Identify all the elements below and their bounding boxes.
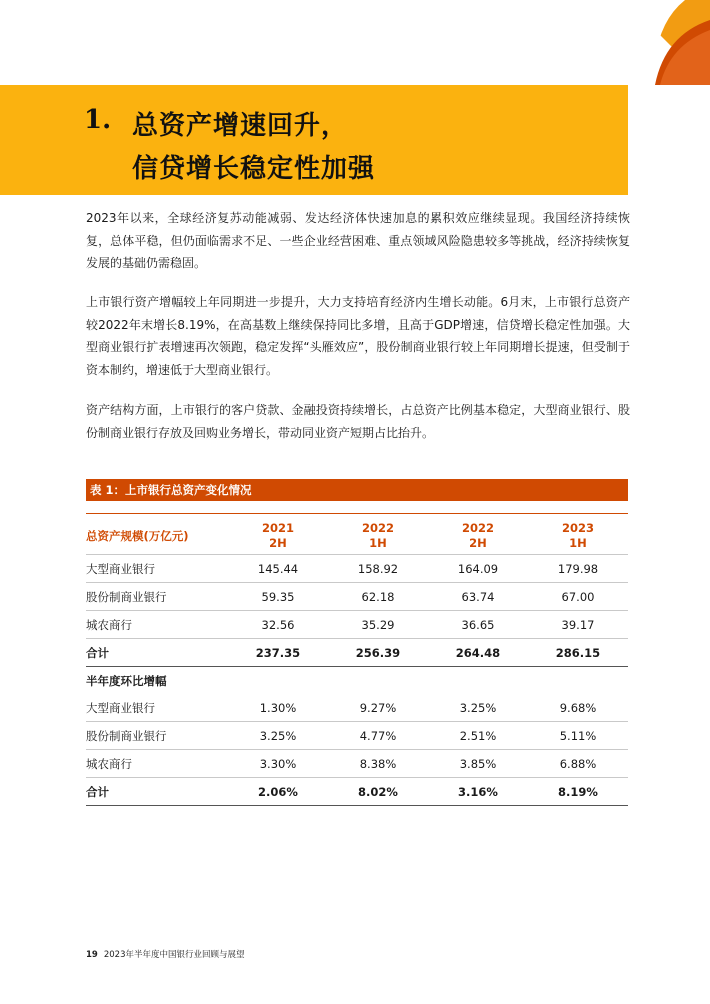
- column-header: 2021 2H: [228, 518, 328, 555]
- table-cell: 2.51%: [428, 722, 528, 750]
- table-cell: 35.29: [328, 611, 428, 639]
- table-cell: 8.19%: [528, 778, 628, 806]
- table-title: 表 1：上市银行总资产变化情况: [86, 479, 628, 501]
- assets-table: [86, 518, 628, 806]
- table-cell: 67.00: [528, 583, 628, 611]
- table-cell: 179.98: [528, 555, 628, 583]
- table-cell: 59.35: [228, 583, 328, 611]
- table-cell: 3.85%: [428, 750, 528, 778]
- table-row: [86, 583, 628, 611]
- section-number: 1.: [84, 105, 112, 135]
- table-cell: 4.77%: [328, 722, 428, 750]
- table-cell: 164.09: [428, 555, 528, 583]
- table-cell: 8.02%: [328, 778, 428, 806]
- table-row: [86, 555, 628, 583]
- section-title-line2: 信贷增长稳定性加强: [132, 154, 376, 184]
- table-cell: 3.25%: [228, 722, 328, 750]
- table-header-row: [86, 518, 628, 555]
- table-cell: 39.17: [528, 611, 628, 639]
- table-cell: 62.18: [328, 583, 428, 611]
- section-title-line1: 总资产增速回升，: [132, 111, 349, 141]
- table-cell: 36.65: [428, 611, 528, 639]
- column-header: 2023 1H: [528, 518, 628, 555]
- row-label: 合计: [86, 639, 228, 667]
- row-label: 合计: [86, 778, 228, 806]
- row-label: 大型商业银行: [86, 555, 228, 583]
- table-cell: 1.30%: [228, 694, 328, 722]
- row-label: 城农商行: [86, 611, 228, 639]
- paragraph: 资产结构方面，上市银行的客户贷款、金融投资持续增长，占总资产比例基本稳定，大型商业银行、股份制商业银行存放及回购业务增长，带动同业资产短期占比抬升。: [86, 403, 630, 440]
- table-cell: 5.11%: [528, 722, 628, 750]
- row-label: 股份制商业银行: [86, 722, 228, 750]
- table-cell: 3.16%: [428, 778, 528, 806]
- table-total-row: [86, 639, 628, 667]
- table-row: [86, 611, 628, 639]
- section-banner: [0, 85, 628, 195]
- table-cell: 9.27%: [328, 694, 428, 722]
- table-divider: [86, 513, 628, 514]
- table-cell: 9.68%: [528, 694, 628, 722]
- table-cell: 3.30%: [228, 750, 328, 778]
- row-label: 大型商业银行: [86, 694, 228, 722]
- table-cell: 32.56: [228, 611, 328, 639]
- table-cell: 286.15: [528, 639, 628, 667]
- column-header: 2022 1H: [328, 518, 428, 555]
- row-label: 股份制商业银行: [86, 583, 228, 611]
- table-row: [86, 694, 628, 722]
- table-cell: 264.48: [428, 639, 528, 667]
- footer-text: 2023年半年度中国银行业回顾与展望: [103, 950, 245, 960]
- table-row: [86, 750, 628, 778]
- table-cell: 145.44: [228, 555, 328, 583]
- page-number: 19: [86, 950, 98, 960]
- table-cell: 3.25%: [428, 694, 528, 722]
- table-row: [86, 722, 628, 750]
- table-cell: 237.35: [228, 639, 328, 667]
- corner-decoration: [625, 0, 710, 85]
- table-section-row: [86, 667, 628, 695]
- paragraph: 2023年以来，全球经济复苏动能减弱、发达经济体快速加息的累积效应继续显现。我国经济持续恢复，总体平稳，但仍面临需求不足、一些企业经营困难、重点领域风险隐患较多等挑战，经济持续恢复发展的基础仍需稳固。: [86, 211, 630, 270]
- paragraph: 上市银行资产增幅较上年同期进一步提升，大力支持培育经济内生增长动能。6月末，上市银行总资产较2022年末增长8.19%，在高基数上继续保持同比多增，且高于GDP增速，信贷增长稳定性加强。大型商业银行扩表增速再次领跑，稳定发挥“头雁效应”，股份制商业银行较上年同期增长提速，但受制于资本制约，增速低于大型商业银行。: [86, 295, 630, 377]
- table-cell: 158.92: [328, 555, 428, 583]
- section-label: 半年度环比增幅: [86, 673, 167, 688]
- column-header: 2022 2H: [428, 518, 528, 555]
- page-footer: [86, 948, 244, 960]
- table-cell: 8.38%: [328, 750, 428, 778]
- table-total-row: [86, 778, 628, 806]
- table-cell: 63.74: [428, 583, 528, 611]
- table-cell: 256.39: [328, 639, 428, 667]
- table-header-label: 总资产规模(万亿元): [86, 518, 228, 555]
- table-cell: 2.06%: [228, 778, 328, 806]
- table-cell: 6.88%: [528, 750, 628, 778]
- row-label: 城农商行: [86, 750, 228, 778]
